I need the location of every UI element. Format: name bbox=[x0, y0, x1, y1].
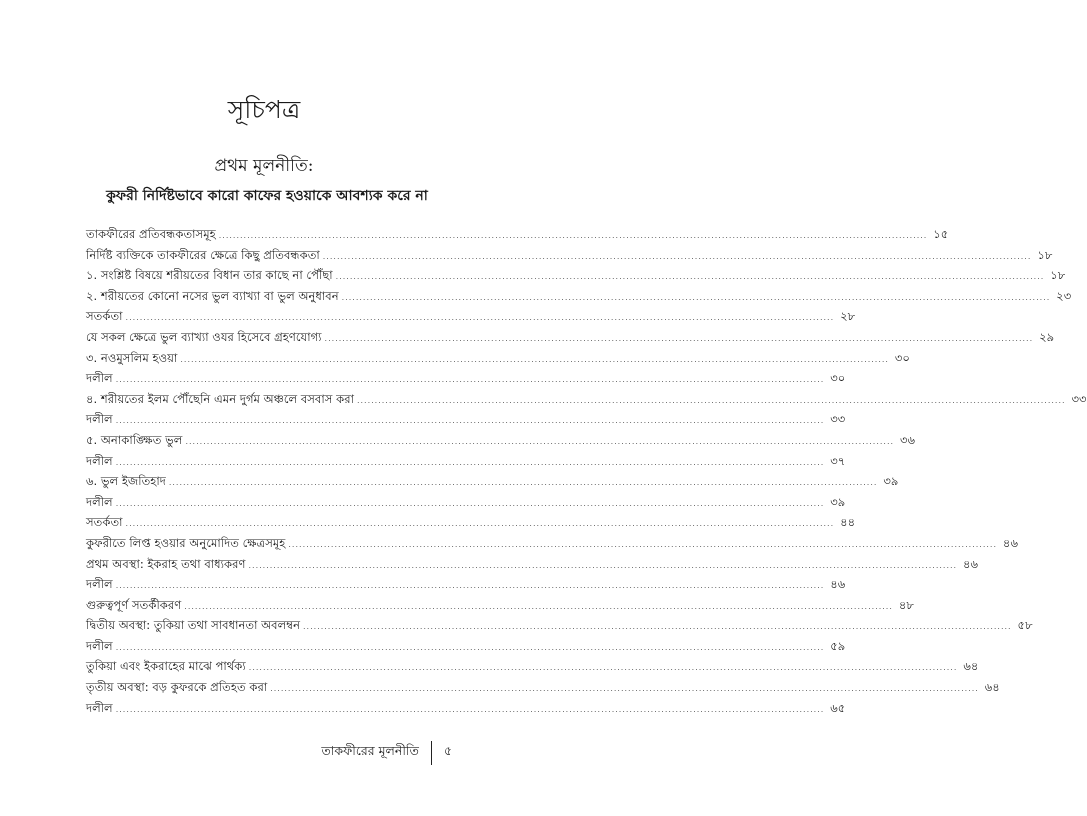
toc-entry bbox=[86, 327, 1055, 348]
toc-entry bbox=[86, 348, 910, 369]
toc-entry-page: ৪৬ bbox=[1002, 535, 1018, 550]
toc-entry-page: ৬৪ bbox=[963, 659, 979, 674]
toc-entry-title: দলীল bbox=[86, 700, 113, 715]
toc-entry bbox=[86, 574, 846, 595]
footer-divider bbox=[431, 741, 432, 765]
toc-entry bbox=[86, 409, 846, 430]
toc-dot-leader: ........................................................................................................................................................................................................ bbox=[168, 478, 878, 488]
toc-entry bbox=[86, 492, 846, 513]
toc-entry-title: দলীল bbox=[86, 638, 113, 653]
toc-entry-title: ৩. নওমুসলিম হওয়া bbox=[86, 350, 178, 365]
section-title: প্রথম মূলনীতি: bbox=[214, 156, 314, 176]
toc-entry-page: ১৮ bbox=[1037, 247, 1053, 262]
toc-entry-page: ৪৪ bbox=[840, 515, 856, 530]
toc-dot-leader: ........................................................................................................................................................................................................ bbox=[288, 539, 997, 549]
toc-entry bbox=[86, 595, 914, 616]
toc-entry-title: ৪. শরীয়তের ইলম পৌঁছেনি এমন দুর্গম অঞ্চলে বসবাস করা bbox=[86, 391, 354, 406]
toc-dot-leader: ........................................................................................................................................................................................................ bbox=[324, 333, 1034, 343]
toc-entry bbox=[86, 656, 979, 677]
toc-entry-title: প্রথম অবস্থা: ইকরাহ তথা বাধ্যকরণ bbox=[86, 556, 246, 571]
toc-entry-title: ৫. অনাকাঙ্ক্ষিত ভুল bbox=[86, 432, 183, 447]
toc-entry-title: দলীল bbox=[86, 494, 113, 509]
toc-entry-page: ৩৭ bbox=[830, 453, 846, 468]
toc-entry bbox=[86, 471, 899, 492]
toc-dot-leader: ........................................................................................................................................................................................................ bbox=[335, 272, 1045, 282]
toc-entry bbox=[86, 224, 949, 245]
toc-entry bbox=[86, 615, 1033, 636]
toc-entry-page: ৪৬ bbox=[830, 577, 846, 592]
toc-dot-leader: ........................................................................................................................................................................................................ bbox=[115, 642, 825, 652]
toc-entry bbox=[86, 306, 856, 327]
toc-dot-leader: ........................................................................................................................................................................................................ bbox=[184, 601, 893, 611]
toc-dot-leader: ........................................................................................................................................................................................................ bbox=[356, 395, 1066, 405]
toc-entry-page: ৩০ bbox=[894, 350, 910, 365]
toc-dot-leader: ........................................................................................................................................................................................................ bbox=[115, 498, 825, 508]
toc-dot-leader: ........................................................................................................................................................................................................ bbox=[125, 519, 835, 529]
toc-entry bbox=[86, 430, 916, 451]
toc-dot-leader: ........................................................................................................................................................................................................ bbox=[180, 354, 889, 364]
page-footer bbox=[321, 742, 452, 764]
toc-entry-title: ৬. ভুল ইজতিহাদ bbox=[86, 474, 166, 489]
toc-entry-page: ২৯ bbox=[1039, 329, 1055, 344]
toc-dot-leader: ........................................................................................................................................................................................................ bbox=[218, 231, 928, 240]
toc-entry bbox=[86, 368, 846, 389]
toc-entry-page: ৫৯ bbox=[830, 638, 846, 653]
toc-entry-title: দলীল bbox=[86, 577, 113, 592]
toc-entry-page: ২৮ bbox=[840, 309, 856, 324]
toc-entry-title: কুফরীতে লিপ্ত হওয়ার অনুমোদিত ক্ষেত্রসমূহ bbox=[86, 535, 286, 550]
toc-entry-page: ১৫ bbox=[933, 227, 949, 241]
page-number: ৫ bbox=[443, 743, 452, 758]
section-subtitle: কুফরী নির্দিষ্টভাবে কারো কাফের হওয়াকে আবশ্যক করে না bbox=[106, 188, 428, 204]
toc-entry-title: ১. সংশ্লিষ্ট বিষয়ে শরীয়তের বিধান তার কাছে না পৌঁছা bbox=[86, 268, 333, 283]
toc-dot-leader: ........................................................................................................................................................................................................ bbox=[115, 704, 825, 714]
toc-entry bbox=[86, 512, 856, 533]
toc-entry-title: তৃতীয় অবস্থা: বড় কুফরকে প্রতিহত করা bbox=[86, 680, 268, 695]
toc-entry bbox=[86, 389, 1087, 410]
toc-dot-leader: ........................................................................................................................................................................................................ bbox=[248, 560, 958, 570]
toc-entry bbox=[86, 286, 1072, 307]
toc-entry bbox=[86, 698, 846, 719]
toc-entry-title: তুকিয়া এবং ইকরাহের মাঝে পার্থক্য bbox=[86, 659, 246, 674]
toc-entry-page: ৩৩ bbox=[1071, 391, 1087, 406]
toc-entry-title: দলীল bbox=[86, 371, 113, 386]
toc-dot-leader: ........................................................................................................................................................................................................ bbox=[115, 375, 825, 385]
toc-dot-leader: ........................................................................................................................................................................................................ bbox=[248, 663, 958, 673]
toc-entry-page: ১৮ bbox=[1050, 268, 1066, 283]
toc-entry-title: দলীল bbox=[86, 412, 113, 427]
toc-entry-title: ২. শরীয়তের কোনো নসের ভুল ব্যাখ্যা বা ভুল অনুধাবন bbox=[86, 288, 339, 303]
toc-entry-title: দলীল bbox=[86, 453, 113, 468]
toc-entry-page: ৪৮ bbox=[898, 597, 914, 612]
toc-entry-page: ৩৯ bbox=[883, 474, 899, 489]
toc-entry bbox=[86, 677, 1000, 698]
toc-entry-page: ৬৫ bbox=[830, 700, 846, 715]
page-title: সূচিপত্র bbox=[227, 95, 301, 124]
toc-dot-leader: ........................................................................................................................................................................................................ bbox=[185, 436, 895, 446]
toc-entry bbox=[86, 245, 1053, 266]
toc-entry-page: ৪৬ bbox=[963, 556, 979, 571]
toc-dot-leader: ........................................................................................................................................................................................................ bbox=[115, 581, 825, 591]
toc-entry bbox=[86, 451, 846, 472]
toc-dot-leader: ........................................................................................................................................................................................................ bbox=[341, 292, 1051, 302]
toc-entry-title: গুরুত্বপূর্ণ সতর্কীকরণ bbox=[86, 597, 182, 612]
toc-dot-leader: ........................................................................................................................................................................................................ bbox=[125, 313, 835, 323]
toc-dot-leader: ........................................................................................................................................................................................................ bbox=[115, 416, 825, 426]
toc-entry bbox=[86, 265, 1066, 286]
toc-entry-page: ৩৩ bbox=[830, 412, 846, 427]
toc-entry-page: ২৩ bbox=[1056, 288, 1072, 303]
toc-dot-leader: ........................................................................................................................................................................................................ bbox=[270, 684, 979, 694]
toc-entry-title: তাকফীরের প্রতিবন্ধকতাসমূহ bbox=[86, 227, 216, 241]
toc-dot-leader: ........................................................................................................................................................................................................ bbox=[115, 457, 825, 467]
toc-dot-leader: ........................................................................................................................................................................................................ bbox=[303, 622, 1012, 632]
toc-entry-page: ৩৬ bbox=[899, 432, 916, 447]
toc-entry-title: নির্দিষ্ট ব্যক্তিকে তাকফীরের ক্ষেত্রে কিছু প্রতিবন্ধকতা bbox=[86, 247, 320, 262]
toc-entry-page: ৩৯ bbox=[830, 494, 846, 509]
running-title: তাকফীরের মূলনীতি bbox=[321, 743, 419, 758]
toc-entry-title: সতর্কতা bbox=[86, 515, 123, 530]
toc-entry-page: ৫৮ bbox=[1017, 618, 1033, 633]
toc-entry-title: সতর্কতা bbox=[86, 309, 123, 324]
toc-entry bbox=[86, 636, 846, 657]
toc-entry bbox=[86, 533, 1018, 554]
toc-dot-leader: ........................................................................................................................................................................................................ bbox=[322, 251, 1032, 261]
table-of-contents bbox=[86, 224, 1087, 718]
toc-entry-title: দ্বিতীয় অবস্থা: তুকিয়া তথা সাবধানতা অবলম্বন bbox=[86, 618, 300, 633]
toc-entry bbox=[86, 554, 979, 575]
toc-entry-page: ৩০ bbox=[830, 371, 846, 386]
toc-entry-page: ৬৪ bbox=[984, 680, 1000, 695]
toc-entry-title: যে সকল ক্ষেত্রে ভুল ব্যাখ্যা ওযর হিসেবে গ্রহণযোগ্য bbox=[86, 329, 322, 344]
